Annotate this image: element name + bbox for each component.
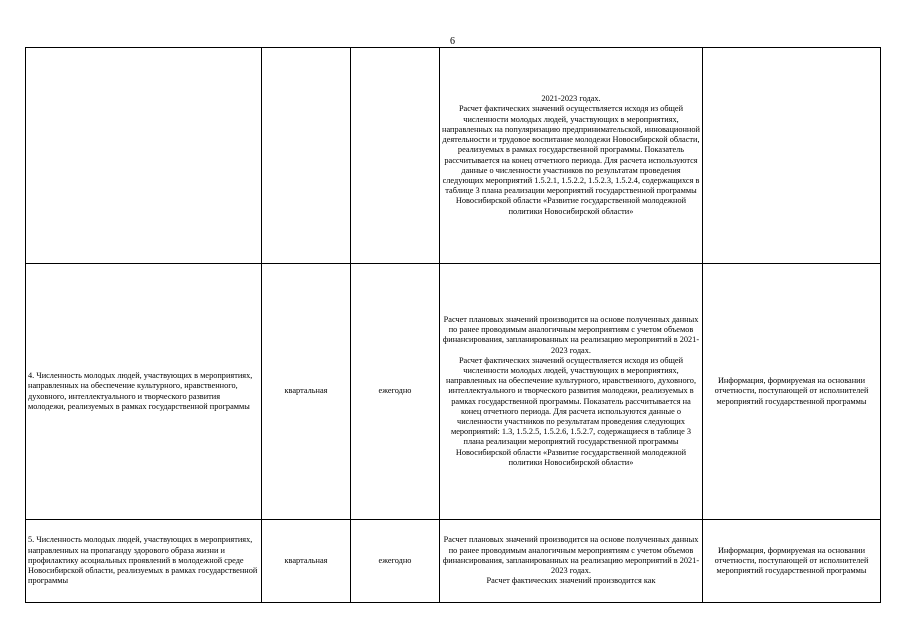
periodicity-cell: квартальная: [262, 264, 351, 520]
method-cell: [440, 48, 703, 264]
method-paragraph: Расчет фактических значений осуществляется исходя из общей численности молодых людей, участвующих в мероприятиях, направленных на популяризацию предпринимательской, инновационной деятельности и трудовое воспитание молодежи Новосибирской области, реализуемых в рамках государственной программы. Показатель рассчитывается на конец отчетного периода. Для расчета используются данные о численности участников по результатам проведения следующих мероприятий 1.5.2.1, 1.5.2.2, 1.5.2.3, 1.5.2.4, содержащихся в таблице 3 плана реализации мероприятий государственной программы Новосибирской области «Развитие государственной молодежной политики Новосибирской области»: [442, 104, 700, 216]
method-paragraph: Расчет плановых значений производится на основе полученных данных по ранее проводимым аналогичным мероприятиям с учетом объемов финансирования, запланированных на реализацию мероприятий в 2021-2023 годах.: [442, 314, 700, 355]
indicator-cell: 4. Численность молодых людей, участвующих в мероприятиях, направленных на обеспечение культурного, нравственного, духовного, интеллектуального и творческого развития молодежи, реализуемых в рамках государственной программы: [26, 264, 262, 520]
indicators-table: [25, 47, 881, 603]
method-paragraph: 2021-2023 годах.: [541, 94, 601, 104]
periodicity-cell: квартальная: [262, 520, 351, 603]
method-cell: [440, 264, 703, 520]
method-paragraph: Расчет фактических значений осуществляется исходя из общей численности молодых людей, участвующих в мероприятиях, направленных на обеспечение культурного, нравственного, духовного, интеллектуального и творческого развития молодежи, реализуемых в рамках государственной программы. Показатель рассчитывается на конец отчетного периода. Для расчета используются данные о численности участников по результатам проведения следующих мероприятий: 1.3, 1.5.2.5, 1.5.2.6, 1.5.2.7, содержащиеся в таблице 3 плана реализации мероприятий государственной программы Новосибирской области «Развитие государственной молодежной политики Новосибирской области»: [445, 355, 697, 467]
table-row: [26, 264, 881, 520]
indicator-cell: [26, 48, 262, 264]
source-cell: [703, 48, 881, 264]
table-row: [26, 48, 881, 264]
table-row: [26, 520, 881, 603]
indicator-cell: 5. Численность молодых людей, участвующих в мероприятиях, направленных на пропаганду здорового образа жизни и профилактику асоциальных проявлений в молодежной среде Новосибирской области, реализуемых в рамках государственной программы: [26, 520, 262, 603]
periodicity-cell: [262, 48, 351, 264]
source-cell: Информация, формируемая на основании отчетности, поступающей от исполнителей мероприятий государственной программы: [703, 520, 881, 603]
timing-cell: [351, 48, 440, 264]
method-paragraph: Расчет фактических значений производится как: [486, 576, 656, 586]
timing-cell: ежегодно: [351, 264, 440, 520]
method-paragraph: Расчет плановых значений производится на основе полученных данных по ранее проводимым аналогичным мероприятиям с учетом объемов финансирования, запланированных на реализацию мероприятий в 2021-2023 годах.: [442, 535, 700, 576]
source-cell: Информация, формируемая на основании отчетности, поступающей от исполнителей мероприятий государственной программы: [703, 264, 881, 520]
page-number: 6: [450, 36, 455, 47]
timing-cell: ежегодно: [351, 520, 440, 603]
method-cell: [440, 520, 703, 603]
